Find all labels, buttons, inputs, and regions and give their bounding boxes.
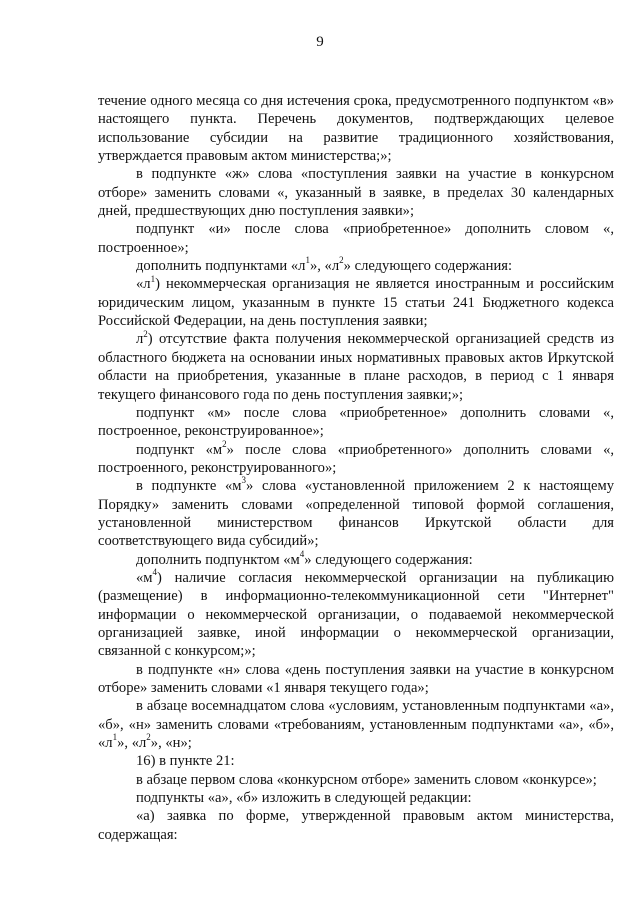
paragraph xyxy=(98,330,614,403)
text-segment: » слова «установленной приложением 2 к настоящему Порядку» заменить словами «определенной типовой формой соглашения, установленной министерством финансов Иркутской области для соответствующего вида субсидий»; xyxy=(98,478,614,550)
paragraph: 16) в пункте 21: xyxy=(136,753,235,770)
text-segment: ) отсутствие факта получения некоммерческой организацией средств из областного бюджета на основании иных нормативных правовых актов Иркутской области на приобретения, указанные в плане расходов, в период с 1 января текущего финансового года по день поступления заявки;»; xyxy=(98,331,614,403)
paragraph xyxy=(98,569,614,661)
paragraph: подпункты «а», «б» изложить в следующей редакции: xyxy=(136,790,472,807)
paragraph: «а) заявка по форме, утвержденной правовым актом министерства, содержащая: xyxy=(98,808,614,843)
text-segment: «л xyxy=(136,276,151,293)
text-segment: ) наличие согласия некоммерческой организации на публикацию (размещение) в информационно-телекоммуникационной сети "Интернет" информации о некоммерческой организации, о подаваемой некоммерческой организацией заявке, иной информации о некоммерческой организации, связанной с конкурсом;»; xyxy=(98,569,614,660)
document-body xyxy=(98,92,614,844)
superscript-index: 1 xyxy=(305,255,310,266)
paragraph: в абзаце первом слова «конкурсном отборе» заменить словом «конкурсе»; xyxy=(136,771,597,788)
superscript-index: 4 xyxy=(299,548,305,559)
page-number: 9 xyxy=(316,34,324,50)
paragraph: в подпункте «ж» слова «поступления заявки на участие в конкурсном отборе» заменить словами «, указанный в заявке, в пределах 30 календарных дней, предшествующих дню поступления заявки»; xyxy=(98,166,614,220)
paragraph xyxy=(98,477,614,550)
paragraph: течение одного месяца со дня истечения срока, предусмотренного подпунктом «в» настоящего пункта. Перечень документов, подтверждающих целевое использование субсидии на развитие традиционного хозяйствования, утверждается правовым актом министерства;»; xyxy=(98,93,614,165)
text-segment: ) некоммерческая организация не является иностранным и российским юридическим лицом, указанным в пункте 15 статьи 241 Бюджетного кодекса Российской Федерации, на день поступления заявки; xyxy=(98,276,614,330)
text-segment: л xyxy=(136,331,144,348)
text-segment: «м xyxy=(136,569,153,586)
text-segment: », «л xyxy=(309,258,340,275)
text-segment: » следующего содержания: xyxy=(343,258,513,275)
paragraph xyxy=(98,275,614,330)
text-segment: подпункт «м xyxy=(136,441,223,458)
superscript-index: 1 xyxy=(150,273,156,284)
paragraph: в подпункте «н» слова «день поступления заявки на участие в конкурсном отборе» заменить словами «1 января текущего года»; xyxy=(98,661,614,696)
superscript-index: 4 xyxy=(152,567,158,578)
text-segment: в подпункте «м xyxy=(136,478,242,495)
paragraph: подпункт «и» после слова «приобретенное» дополнить словом «, построенное»; xyxy=(98,221,614,256)
text-segment: » после слова «приобретенного» дополнить словами «, построенного, реконструированного»; xyxy=(98,441,615,476)
text-segment: », «н»; xyxy=(150,735,192,752)
superscript-index: 2 xyxy=(143,328,148,339)
text-segment: в абзаце восемнадцатом слова «условиям, установленным подпунктами «а», «б», «н» заменить словами «требованиям, установленным подпунктами «а», «б», «л xyxy=(98,698,614,752)
paragraph xyxy=(98,257,614,275)
paragraph xyxy=(98,438,615,478)
superscript-index: 2 xyxy=(222,438,227,449)
superscript-index: 3 xyxy=(241,475,247,486)
text-segment: дополнить подпунктами «л xyxy=(136,258,306,275)
superscript-index: 2 xyxy=(339,255,344,266)
text-segment: » следующего содержания: xyxy=(304,551,473,568)
superscript-index: 2 xyxy=(146,732,151,743)
paragraph xyxy=(98,697,614,752)
paragraph: подпункт «м» после слова «приобретенное» дополнить словами «, построенное, реконструированное»; xyxy=(98,404,614,440)
superscript-index: 1 xyxy=(112,732,118,743)
text-segment: », «л xyxy=(117,735,147,752)
paragraph xyxy=(98,548,614,569)
text-segment: дополнить подпунктом «м xyxy=(136,551,300,568)
